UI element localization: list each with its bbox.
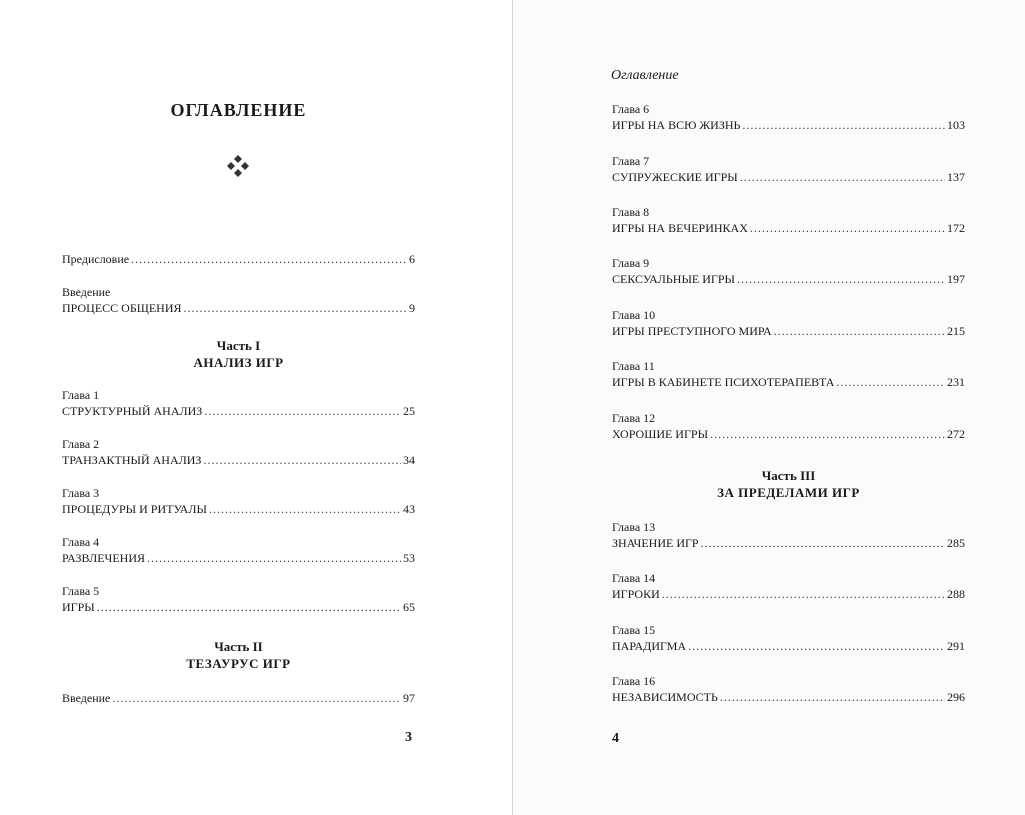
toc-entry-title: Введение (62, 691, 111, 705)
part-number: Часть II (214, 639, 263, 654)
toc-entry-title: Предисловие (62, 252, 130, 266)
toc-entry-label: Глава 12 (612, 411, 656, 425)
toc-entry-title: СЕКСУАЛЬНЫЕ ИГРЫ (612, 272, 735, 286)
toc-entry-title: ПАРАДИГМА (612, 639, 687, 653)
right-page (513, 0, 1025, 815)
dot-leader (720, 688, 945, 706)
part-title: ТЕЗАУРУС ИГР (186, 656, 291, 671)
dot-leader (742, 116, 945, 134)
toc-page-number: 43 (403, 502, 415, 516)
dot-leader (662, 585, 945, 603)
toc-entry-label: Глава 1 (62, 388, 100, 402)
toc-entry-title: ИГРЫ ПРЕСТУПНОГО МИРА (612, 324, 772, 338)
toc-entry-chapter[interactable] (612, 674, 965, 706)
dot-leader (97, 598, 401, 616)
toc-entry-label: Глава 6 (612, 102, 650, 116)
toc-page-number: 172 (947, 221, 965, 235)
four-diamond-ornament-icon (227, 155, 249, 177)
toc-entry-title: ПРОЦЕСС ОБЩЕНИЯ (62, 301, 182, 315)
toc-entry-label: Глава 3 (62, 486, 100, 500)
toc-page-number: 25 (403, 404, 415, 418)
toc-entry-title: РАЗВЛЕЧЕНИЯ (62, 551, 145, 565)
toc-entry-preface[interactable] (62, 250, 415, 268)
dot-leader (740, 168, 945, 186)
dot-leader (203, 451, 401, 469)
toc-page-number: 231 (947, 375, 965, 389)
toc-entry-label: Глава 13 (612, 520, 656, 534)
page-title: ОГЛАВЛЕНИЕ (170, 100, 307, 120)
toc-page-number: 65 (403, 600, 415, 614)
toc-entry-thesaurus-introduction[interactable] (62, 689, 415, 707)
part-title: ЗА ПРЕДЕЛАМИ ИГР (717, 485, 860, 500)
part-title: АНАЛИЗ ИГР (193, 355, 284, 370)
dot-leader (112, 689, 401, 707)
toc-page-number: 9 (409, 301, 415, 315)
toc-page-number: 288 (947, 587, 965, 601)
dot-leader (737, 270, 945, 288)
toc-entry-title: СТРУКТУРНЫЙ АНАЛИЗ (62, 404, 203, 418)
toc-entry-title: НЕЗАВИСИМОСТЬ (612, 690, 718, 704)
toc-entry-title: ИГРЫ В КАБИНЕТЕ ПСИХОТЕРАПЕВТА (612, 375, 835, 389)
toc-page-number: 215 (947, 324, 965, 338)
toc-page-number: 34 (403, 453, 415, 467)
dot-leader (701, 534, 945, 552)
dot-leader (209, 500, 401, 518)
toc-entry-chapter[interactable] (612, 205, 965, 237)
toc-entry-label: Глава 11 (612, 359, 655, 373)
toc-entry-chapter[interactable] (612, 359, 965, 391)
toc-page-number: 6 (409, 252, 415, 266)
toc-entry-chapter[interactable] (62, 388, 415, 420)
toc-entry-title: ПРОЦЕДУРЫ И РИТУАЛЫ (62, 502, 207, 516)
toc-entry-title: ИГРЫ НА ВЕЧЕРИНКАХ (612, 221, 748, 235)
toc-entry-title: ИГРОКИ (612, 587, 660, 601)
toc-entry-chapter[interactable] (612, 623, 965, 655)
toc-entry-chapter[interactable] (62, 486, 415, 518)
toc-entry-title: ХОРОШИЕ ИГРЫ (612, 427, 709, 441)
toc-entry-label: Глава 5 (62, 584, 100, 598)
toc-entry-label: Глава 9 (612, 256, 650, 270)
toc-entry-chapter[interactable] (612, 411, 965, 443)
running-head: Оглавление (611, 68, 679, 83)
toc-page-number: 272 (947, 427, 965, 441)
toc-entry-chapter[interactable] (62, 437, 415, 469)
toc-entry-title: ИГРЫ НА ВСЮ ЖИЗНЬ (612, 118, 741, 132)
toc-entry-title: ИГРЫ (62, 600, 95, 614)
dot-leader (688, 637, 945, 655)
page-number: 4 (612, 731, 619, 746)
toc-entry-label: Глава 10 (612, 308, 656, 322)
toc-page-number: 103 (947, 118, 965, 132)
part-heading-1 (62, 337, 415, 372)
dot-leader (147, 549, 401, 567)
dot-leader (774, 322, 945, 340)
part-heading-3 (612, 467, 965, 502)
toc-entry-title: ЗНАЧЕНИЕ ИГР (612, 536, 699, 550)
page-number: 3 (405, 730, 412, 745)
toc-entry-chapter[interactable] (62, 535, 415, 567)
toc-page-number: 296 (947, 690, 965, 704)
toc-page-number: 197 (947, 272, 965, 286)
toc-entry-chapter[interactable] (612, 308, 965, 340)
dot-leader (710, 425, 945, 443)
toc-entry-introduction[interactable] (62, 285, 415, 317)
toc-entry-chapter[interactable] (612, 102, 965, 134)
toc-page-number: 285 (947, 536, 965, 550)
toc-entry-label: Глава 8 (612, 205, 650, 219)
toc-page-number: 291 (947, 639, 965, 653)
toc-page-number: 53 (403, 551, 415, 565)
toc-entry-label: Глава 2 (62, 437, 100, 451)
toc-entry-chapter[interactable] (612, 571, 965, 603)
dot-leader (131, 250, 407, 268)
dot-leader (204, 402, 401, 420)
dot-leader (750, 219, 945, 237)
toc-entry-title: СУПРУЖЕСКИЕ ИГРЫ (612, 170, 738, 184)
toc-entry-chapter[interactable] (612, 256, 965, 288)
toc-page-number: 97 (403, 691, 415, 705)
part-number: Часть III (761, 468, 816, 483)
toc-entry-label: Глава 14 (612, 571, 656, 585)
toc-entry-label: Введение (62, 285, 111, 299)
toc-entry-label: Глава 4 (62, 535, 100, 549)
toc-entry-title: ТРАНЗАКТНЫЙ АНАЛИЗ (62, 453, 202, 467)
toc-entry-label: Глава 7 (612, 154, 650, 168)
toc-entry-chapter[interactable] (62, 584, 415, 616)
dot-leader (836, 373, 945, 391)
dot-leader (183, 299, 407, 317)
toc-entry-label: Глава 16 (612, 674, 656, 688)
part-number: Часть I (216, 338, 261, 353)
part-heading-2 (62, 638, 415, 673)
toc-entry-chapter[interactable] (612, 520, 965, 552)
toc-entry-chapter[interactable] (612, 154, 965, 186)
toc-page-number: 137 (947, 170, 965, 184)
toc-entry-label: Глава 15 (612, 623, 656, 637)
